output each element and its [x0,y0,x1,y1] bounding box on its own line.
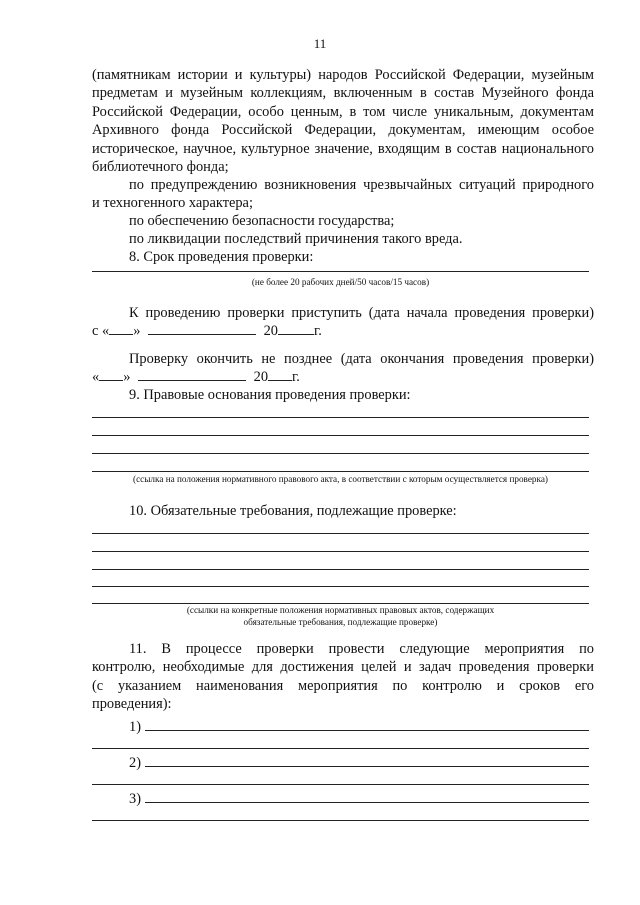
activity-number: 1) [129,719,141,735]
intro-line: предметам и музейным коллекциям, включенным в состав Музейного фонда [92,85,594,102]
start-month-field[interactable] [148,322,256,335]
emergency-line: и техногенного характера; [92,195,253,212]
section11-line: (с указанием наименования мероприятия по контролю и сроков его [92,677,594,694]
security-item: по обеспечению безопасности государства; [129,213,395,229]
emergency-paragraph [92,176,594,213]
start-year-prefix: 20 [263,323,278,339]
intro-paragraph [92,66,594,176]
activity-item-3 [92,788,589,808]
activity-number: 3) [129,791,141,807]
activity-number: 2) [129,755,141,771]
section10-caption-line1: (ссылки на конкретные положения нормативных правовых актов, содержащих [186,605,495,615]
section10-title: 10. Обязательные требования, подлежащие проверке: [129,503,457,519]
end-day-field[interactable] [99,368,123,381]
activity-continuation-line[interactable] [92,820,589,821]
section8-title: 8. Срок проведения проверки: [129,249,314,265]
start-day-field[interactable] [109,322,133,335]
emergency-line: по предупреждению возникновения чрезвычайных ситуаций природного [129,177,594,193]
section8-caption: (не более 20 рабочих дней/50 часов/15 часов) [251,277,430,287]
section11-line: 11. В процессе проверки провести следующие мероприятия по [129,641,594,657]
page-number: 11 [313,36,327,51]
legal-basis-line[interactable] [92,471,589,472]
legal-basis-line[interactable] [92,417,589,418]
end-year-prefix: 20 [253,369,269,385]
activity-field[interactable] [145,788,589,803]
section11-paragraph [92,640,594,714]
end-date-text: Проверку окончить не позднее (дата окончания проведения проверки) [129,351,594,367]
end-date-open-quote: « [92,369,100,385]
activity-continuation-line[interactable] [92,784,589,785]
start-day-close-quote: » [133,323,141,339]
activity-item-1 [92,716,589,736]
start-year-suffix: г. [314,323,322,339]
intro-line: Российской Федерации, особо ценным, в том числе уникальным, документам [92,103,594,120]
section10-caption-line2: обязательные требования, подлежащие проверке) [243,617,438,627]
requirements-line[interactable] [92,586,589,587]
section9-caption: (ссылка на положения нормативного правового акта, в соответствии с которым осуществляется проверка) [133,474,548,484]
liquidation-item: по ликвидации последствий причинения такого вреда. [129,231,463,247]
activity-item-2 [92,752,589,772]
end-day-close-quote: » [123,369,131,385]
activity-field[interactable] [145,752,589,767]
start-date-text: К проведению проверки приступить (дата начала проведения проверки) [129,305,594,321]
end-year-field[interactable] [268,368,292,381]
start-date-row [92,322,594,340]
legal-basis-line[interactable] [92,435,589,436]
legal-basis-line[interactable] [92,453,589,454]
term-fill-line[interactable] [92,271,589,272]
intro-line: Архивного фонда Российской Федерации, документам, имеющим особое [92,122,594,139]
section11-line: контролю, необходимые для достижения целей и задач проведения проверки [92,659,594,676]
activity-continuation-line[interactable] [92,748,589,749]
start-date-prefix: с « [92,323,110,339]
intro-line: (памятникам истории и культуры) народов Российской Федерации, музейным [92,67,594,83]
requirements-line[interactable] [92,533,589,534]
intro-line: библиотечного фонда; [92,159,229,176]
section11-line: проведения): [92,696,172,713]
section9-title: 9. Правовые основания проведения проверки: [129,387,411,403]
start-year-field[interactable] [278,322,314,335]
requirements-line[interactable] [92,569,589,570]
activity-field[interactable] [145,716,589,731]
end-date-paragraph [92,350,594,368]
end-month-field[interactable] [138,368,246,381]
intro-line: историческое, научное, культурное значение, входящим в состав национального [92,140,594,157]
end-year-suffix: г. [292,369,300,385]
requirements-line[interactable] [92,551,589,552]
start-date-paragraph [92,304,594,322]
end-date-row [92,368,594,386]
